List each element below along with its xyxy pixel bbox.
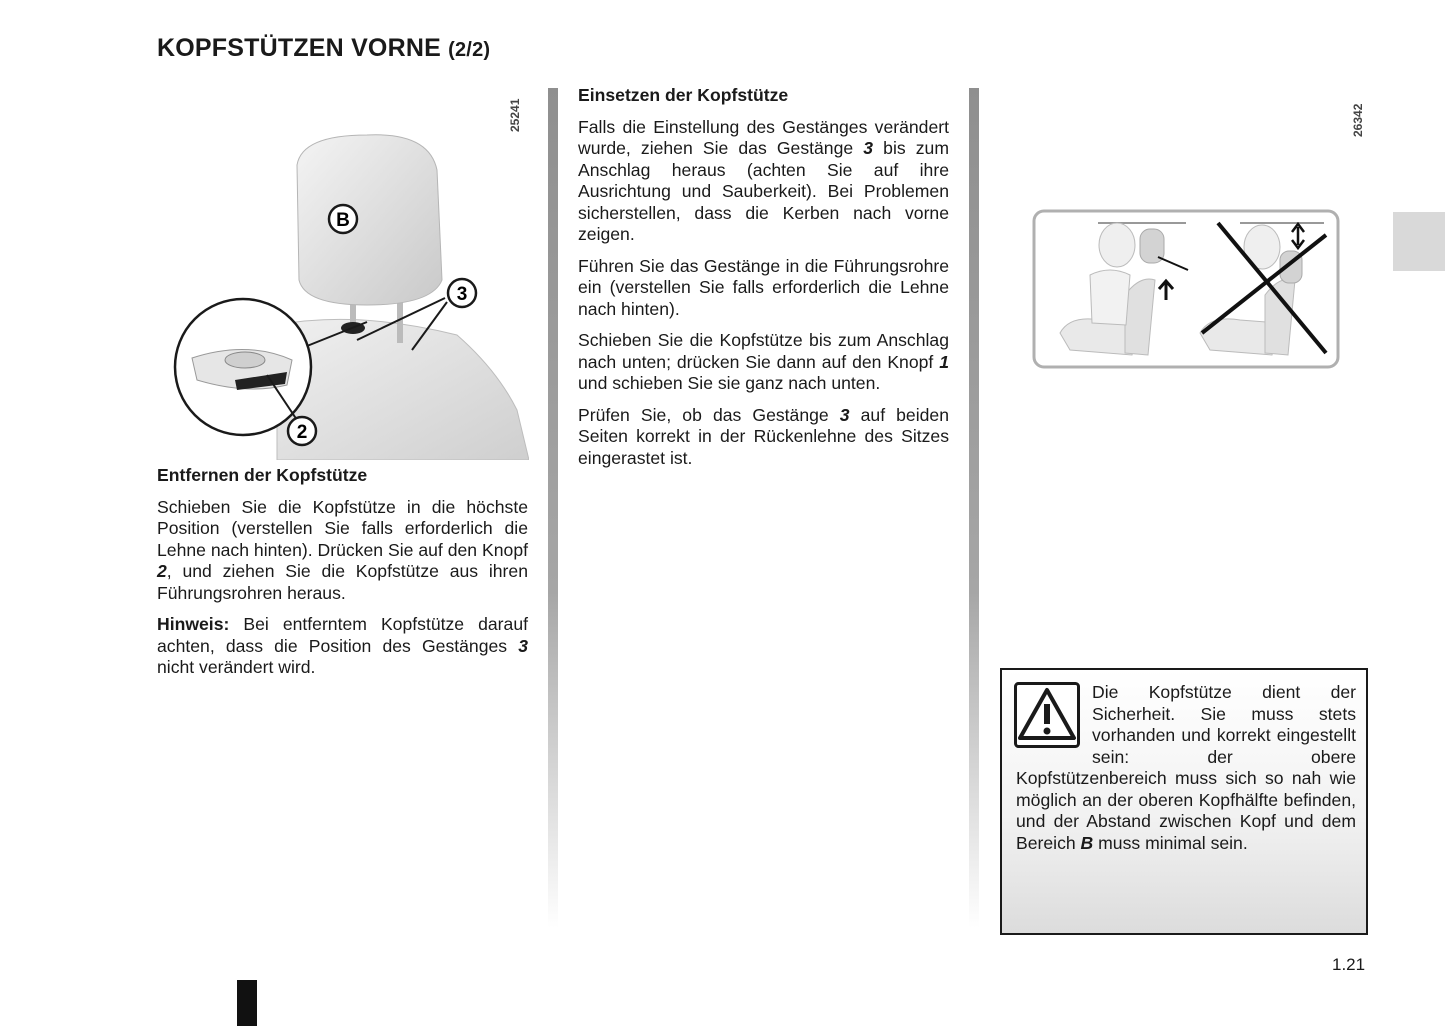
text-run: auf beiden Seiten korrekt in der Rückenlehne des Sitzes eingerastet ist. [578, 404, 949, 468]
head-left [1099, 223, 1135, 267]
page-title [157, 34, 490, 63]
text-run: Schieben Sie die Kopfstütze in die höchste Position (verstellen Sie falls erforderlich die Lehne nach hinten). Drücken Sie auf den Knopf [157, 496, 528, 560]
figure-code: 25241 [508, 98, 522, 132]
text-run: , und ziehen Sie die Kopfstütze aus ihren Führungsrohren heraus. [157, 561, 528, 603]
torso-left [1090, 270, 1130, 325]
column-divider-left [548, 88, 558, 928]
headrest [297, 135, 442, 305]
warning-text [1016, 682, 1356, 854]
insertion-paragraph-2: Führen Sie das Gestänge in die Führungsrohre ein (verstellen Sie falls erforderlich die Lehne nach hinten). [578, 255, 949, 319]
text-run: Die Kopfstütze dient der Sicherheit. Sie muss stets vorhanden und korrekt eingestellt sein: der obere Kopfstützenbereich muss sich so nah wie möglich an der oberen Kopfhälfte befinden, und der Abstand zwischen Kopf und dem Bereich [1016, 682, 1356, 853]
label-3: 3 [456, 284, 468, 305]
removal-section [157, 465, 528, 689]
ref-number: 3 [839, 404, 850, 425]
page-title-suffix: (2/2) [448, 39, 491, 61]
ref-number: 3 [863, 138, 874, 158]
print-crop-mark [237, 980, 257, 1026]
insertion-section [578, 85, 949, 479]
insertion-paragraph-4 [578, 405, 949, 470]
ref-number: 2 [157, 561, 167, 581]
text-run: Bei entferntem Kopfstütze darauf achten, dass die Position des Gestänges [157, 614, 528, 656]
note-label: Hinweis: [157, 614, 230, 634]
text-run: Schieben Sie die Kopfstütze bis zum Anschlag nach unten; drücken Sie dann auf den Knopf [578, 330, 949, 372]
text-run: und schieben Sie sie ganz nach unten. [578, 373, 881, 393]
ref-letter: B [1080, 832, 1094, 853]
text-run: muss minimal sein. [1093, 832, 1248, 853]
label-2: 2 [296, 422, 308, 443]
text-run: nicht verändert wird. [157, 657, 316, 677]
page-number: 1.21 [1332, 955, 1366, 974]
insertion-heading: Einsetzen der Kopfstütze [578, 85, 789, 105]
headrest-position-illustration [1030, 205, 1342, 373]
page-title-text: KOPFSTÜTZEN VORNE [157, 34, 441, 62]
removal-paragraph [157, 497, 528, 605]
warning-box [1000, 668, 1368, 935]
ref-number: 1 [939, 351, 949, 372]
text-run: bis zum Anschlag heraus (achten Sie auf ihre Ausrichtung und Sauberkeit). Bei Problemen sicherstellen, dass die Kerben nach vorne zeigen. [578, 138, 949, 244]
button-detail-top [225, 352, 265, 368]
removal-heading: Entfernen der Kopfstütze [157, 465, 368, 485]
insertion-paragraph-3 [578, 330, 949, 395]
note-paragraph [157, 614, 528, 679]
insertion-paragraph-1 [578, 117, 949, 246]
label-b: B [336, 210, 350, 231]
text-run: Prüfen Sie, ob das Gestänge [578, 404, 840, 425]
ref-number: 3 [518, 635, 528, 656]
chapter-tab [1393, 212, 1445, 271]
text-run: Falls die Einstellung des Gestänges verändert wurde, ziehen Sie das Gestänge [578, 116, 949, 158]
figure-code: 26342 [1351, 103, 1365, 137]
column-divider-right [969, 88, 979, 928]
headrest-removal-illustration [157, 110, 529, 460]
